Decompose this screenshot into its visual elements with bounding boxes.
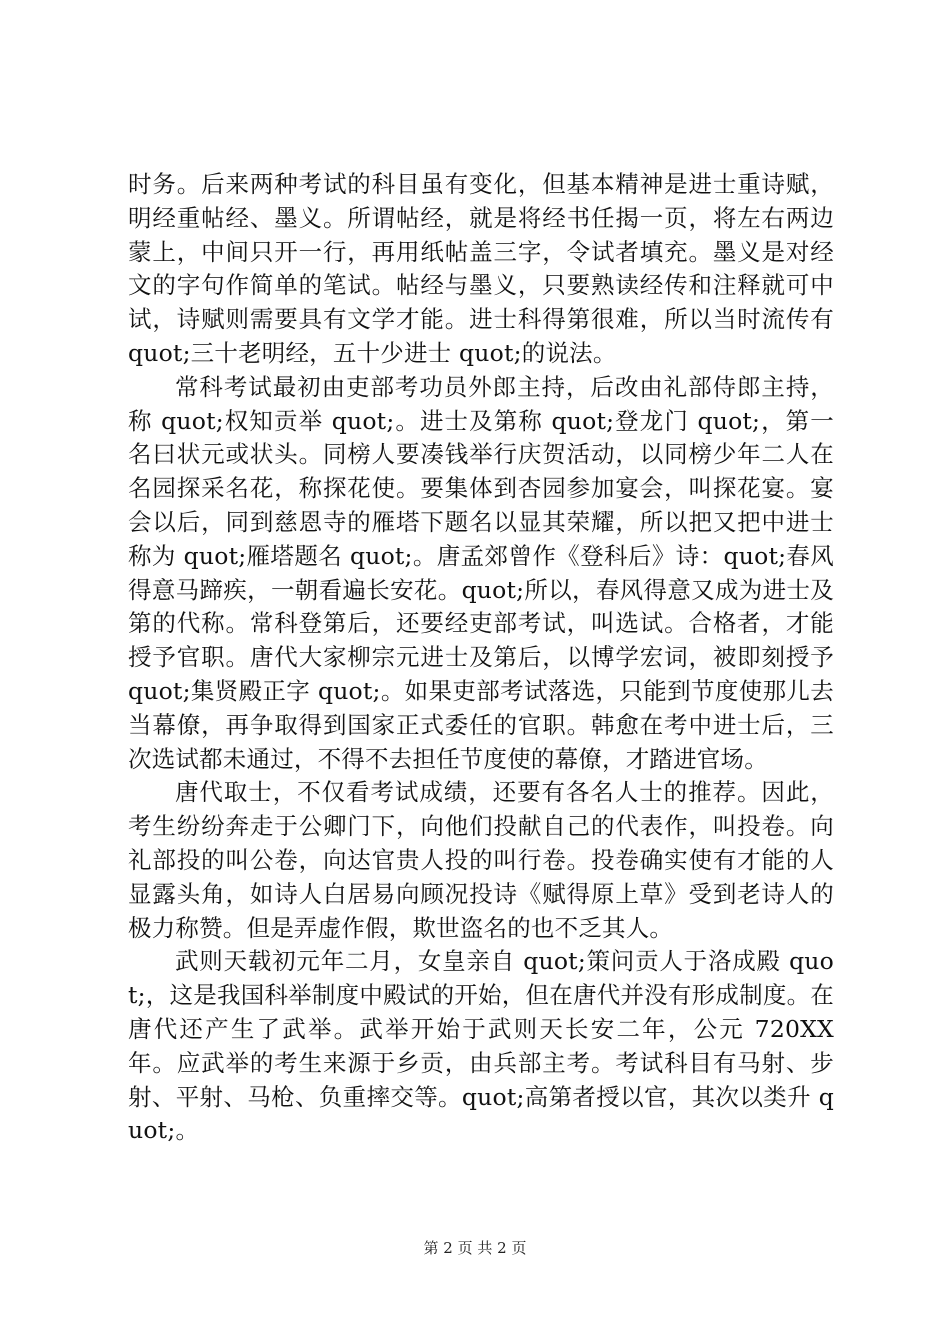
paragraph: 常科考试最初由吏部考功员外郎主持，后改由礼部侍郎主持，称 quot;权知贡举 quot;。进士及第称 quot;登龙门 quot;，第一名曰状元或状头。同榜人要凑钱举行庆贺活动，以同榜少年二人在名园探采名花，称探花使。要集体到杏园参加宴会，叫探花宴。宴会以后，同到慈恩寺的雁塔下题名以显其荣耀，所以把又把中进士称为 quot;雁塔题名 quot;。唐孟郊曾作《登科后》诗：quot;春风得意马蹄疾，一朝看遍长安花。quot;所以，春风得意又成为进士及第的代称。常科登第后，还要经吏部考试，叫选试。合格者，才能授予官职。唐代大家柳宗元进士及第后，以博学宏词，被即刻授予 quot;集贤殿正字 quot;。如果吏部考试落选，只能到节度使那儿去当幕僚，再争取得到国家正式委任的官职。韩愈在考中进士后，三次选试都未通过，不得不去担任节度使的幕僚，才踏进官场。 xyxy=(128,372,834,773)
paragraph: 唐代取士，不仅看考试成绩，还要有各名人士的推荐。因此，考生纷纷奔走于公卿门下，向他们投献自己的代表作，叫投卷。向礼部投的叫公卷，向达官贵人投的叫行卷。投卷确实使有才能的人显露头角，如诗人白居易向顾况投诗《赋得原上草》受到老诗人的极力称赞。但是弄虚作假，欺世盗名的也不乏其人。 xyxy=(128,778,834,942)
document-body xyxy=(128,168,834,1148)
paragraph: 武则天载初元年二月，女皇亲自 quot;策问贡人于洛成殿 quot;，这是我国科举制度中殿试的开始，但在唐代并没有形成制度。在唐代还产生了武举。武举开始于武则天长安二年，公元 720XX 年。应武举的考生来源于乡贡，由兵部主考。考试科目有马射、步射、平射、马枪、负重摔交等。quot;高第者授以官，其次以类升 quot;。 xyxy=(128,947,834,1145)
page-number-footer: 第 2 页 共 2 页 xyxy=(423,1239,527,1257)
paragraph: 时务。后来两种考试的科目虽有变化，但基本精神是进士重诗赋，明经重帖经、墨义。所谓帖经，就是将经书任揭一页，将左右两边蒙上，中间只开一行，再用纸帖盖三字，令试者填充。墨义是对经文的字句作简单的笔试。帖经与墨义，只要熟读经传和注释就可中试，诗赋则需要具有文学才能。进士科得第很难，所以当时流传有 quot;三十老明经，五十少进士 quot;的说法。 xyxy=(128,170,834,367)
